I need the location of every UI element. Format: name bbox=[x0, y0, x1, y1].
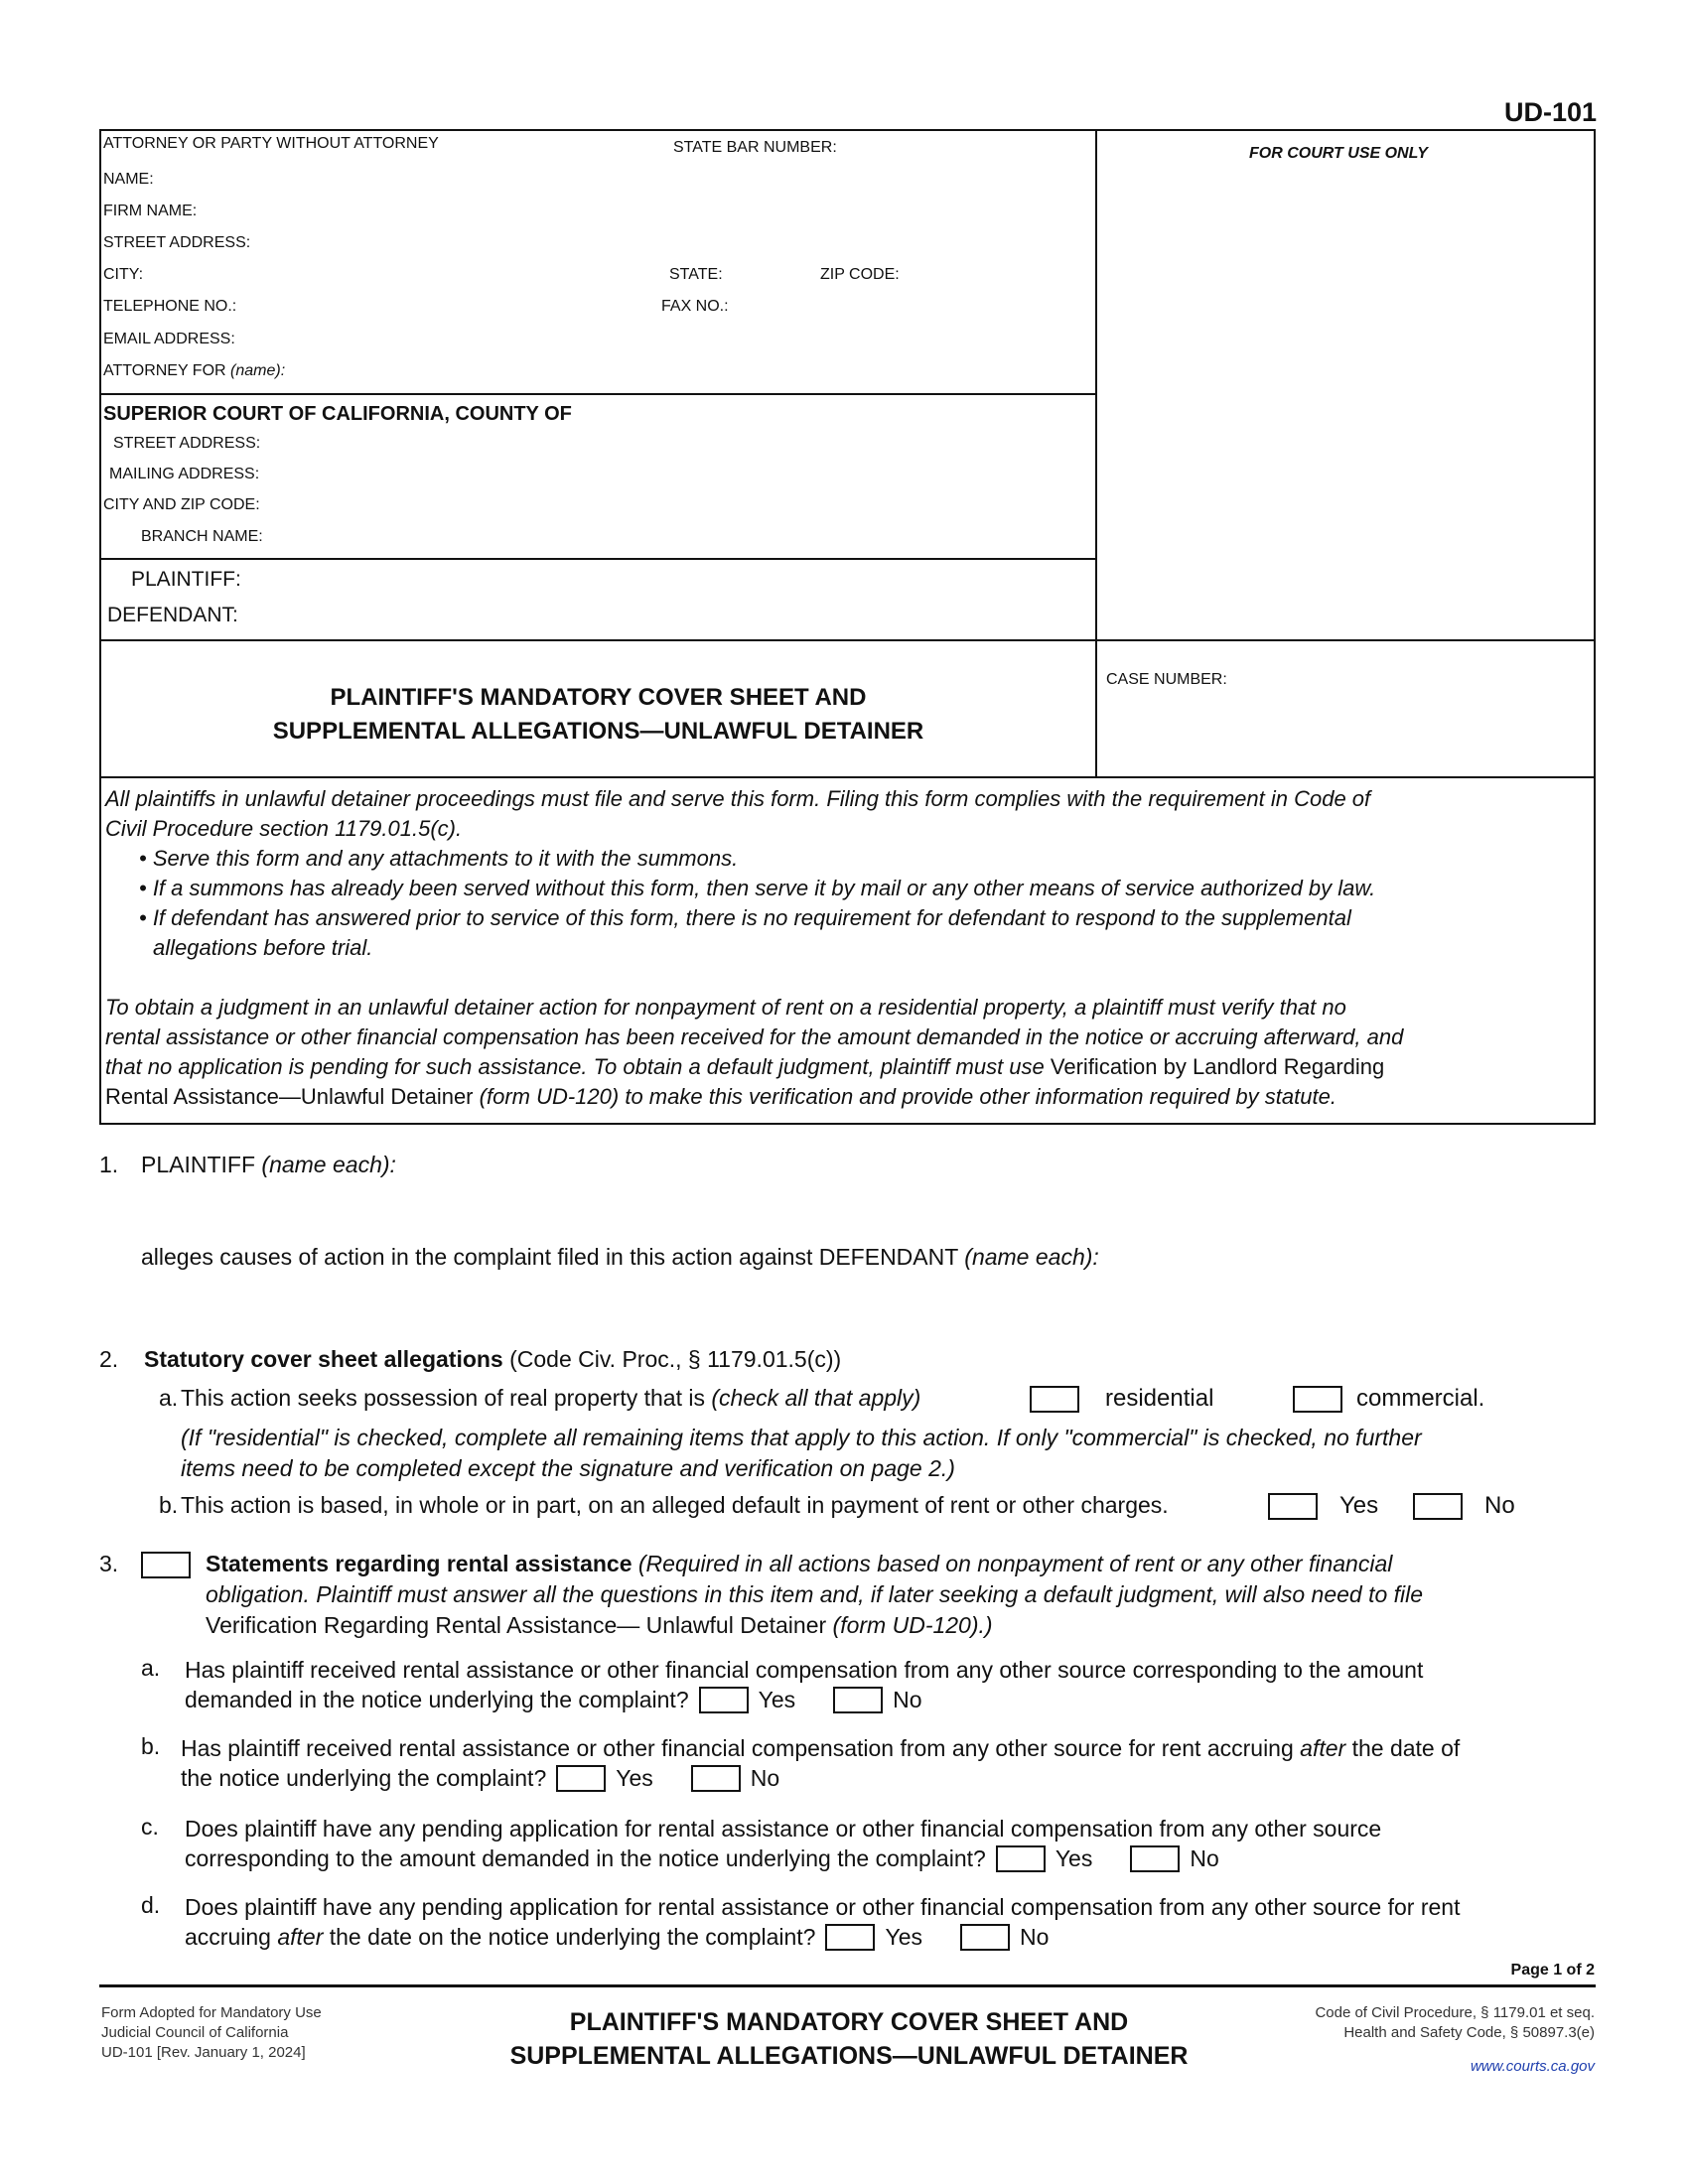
item3c-no-checkbox[interactable] bbox=[1130, 1845, 1180, 1872]
item3-intro-line3 bbox=[206, 1610, 1423, 1641]
telephone-label: TELEPHONE NO.: bbox=[103, 298, 237, 315]
item3d-yes-label: Yes bbox=[885, 1924, 923, 1950]
item3d-line1: Does plaintiff have any pending application for rental assistance or other financial compensation from any other source for rent bbox=[185, 1894, 1461, 1920]
item3c-text bbox=[185, 1814, 1381, 1873]
item2a-instr-line2: items need to be completed except the signature and verification on page 2.) bbox=[181, 1455, 955, 1481]
state-label: STATE: bbox=[669, 266, 723, 283]
item3b-no-checkbox[interactable] bbox=[691, 1765, 741, 1792]
instructions-p2-line3b: Verification by Landlord Regarding bbox=[1050, 1054, 1385, 1079]
item3b-line1 bbox=[181, 1733, 1460, 1763]
court-use-label: FOR COURT USE ONLY bbox=[1249, 145, 1428, 162]
item3b-letter: b. bbox=[141, 1733, 161, 1759]
footer-adopted-line2: Judicial Council of California bbox=[101, 2024, 289, 2041]
item3b-yes-label: Yes bbox=[616, 1765, 653, 1791]
item3d-line2-text bbox=[185, 1922, 815, 1952]
case-number-box bbox=[1095, 639, 1596, 778]
item2a-letter: a. bbox=[159, 1385, 179, 1411]
item3a-line1: Has plaintiff received rental assistance or other financial compensation from any other source corresponding to the amount bbox=[185, 1657, 1424, 1683]
item1-number: 1. bbox=[99, 1152, 119, 1177]
footer-website-link[interactable]: www.courts.ca.gov bbox=[1470, 2058, 1595, 2075]
item3c-no-label: No bbox=[1190, 1845, 1219, 1871]
instructions-p2-line3a: that no application is pending for such assistance. To obtain a default judgment, plaintiff must use bbox=[105, 1054, 1045, 1079]
zip-label: ZIP CODE: bbox=[820, 266, 900, 283]
instructions-p2-line3 bbox=[105, 1052, 1403, 1082]
court-branch-label: BRANCH NAME: bbox=[141, 528, 263, 545]
item3c-line2 bbox=[185, 1843, 1381, 1873]
item3-intro3a: Verification Regarding Rental Assistance— Unlawful Detainer bbox=[206, 1612, 827, 1638]
item3b-line1c: the date of bbox=[1351, 1735, 1461, 1761]
residential-label: residential bbox=[1105, 1385, 1214, 1412]
fax-label: FAX NO.: bbox=[661, 298, 729, 315]
item2b-no-label: No bbox=[1484, 1492, 1515, 1519]
form-title-line2: SUPPLEMENTAL ALLEGATIONS—UNLAWFUL DETAINER bbox=[272, 718, 924, 745]
city-label: CITY: bbox=[103, 266, 144, 283]
court-street-label: STREET ADDRESS: bbox=[113, 435, 261, 452]
item1-plaintiff: PLAINTIFF bbox=[141, 1152, 256, 1177]
item2-title: Statutory cover sheet allegations bbox=[144, 1346, 503, 1372]
item3d-yes-checkbox[interactable] bbox=[825, 1924, 875, 1951]
footer-code2: Health and Safety Code, § 50897.3(e) bbox=[1343, 2024, 1595, 2041]
item2b-yes-checkbox[interactable] bbox=[1268, 1493, 1318, 1520]
street-label: STREET ADDRESS: bbox=[103, 234, 251, 251]
form-title-line1: PLAINTIFF'S MANDATORY COVER SHEET AND bbox=[330, 684, 867, 711]
item3a-line2-text: demanded in the notice underlying the complaint? bbox=[185, 1687, 689, 1712]
item3d-line2b: after bbox=[277, 1924, 324, 1950]
item3b-line2 bbox=[181, 1763, 1460, 1793]
instructions-p2-line4 bbox=[105, 1082, 1403, 1112]
item3b-line1b: after bbox=[1300, 1735, 1346, 1761]
court-mailing-label: MAILING ADDRESS: bbox=[109, 466, 260, 482]
item3d-no-label: No bbox=[1020, 1924, 1050, 1950]
item3d-no-checkbox[interactable] bbox=[960, 1924, 1010, 1951]
footer-code1: Code of Civil Procedure, § 1179.01 et seq. bbox=[1315, 2004, 1595, 2021]
footer-adopted bbox=[101, 2003, 322, 2063]
item2a-commercial[interactable] bbox=[1293, 1385, 1484, 1413]
footer-rule bbox=[99, 1984, 1596, 1987]
item3-checkbox[interactable] bbox=[141, 1552, 191, 1578]
name-label: NAME: bbox=[103, 171, 154, 188]
item2-cite: (Code Civ. Proc., § 1179.01.5(c)) bbox=[509, 1346, 842, 1372]
item2a-instructions bbox=[181, 1423, 1422, 1484]
instructions-p1-line1: All plaintiffs in unlawful detainer proceedings must file and serve this form. Filing this form complies with the requirement in Code of bbox=[105, 786, 1371, 811]
plaintiff-label: PLAINTIFF: bbox=[131, 568, 241, 591]
instructions-bullet2: • If a summons has already been served without this form, then serve it by mail or any other means of service authorized by law. bbox=[139, 876, 1376, 900]
item3-intro bbox=[206, 1549, 1423, 1641]
attorney-box bbox=[99, 129, 1097, 395]
item2a-instr-line1: (If "residential" is checked, complete all remaining items that apply to this action. If only "commercial" is checked, no further bbox=[181, 1425, 1422, 1450]
footer-adopted-line3: UD-101 [Rev. January 1, 2024] bbox=[101, 2044, 306, 2061]
item3b-line1a: Has plaintiff received rental assistance or other financial compensation from any other source for rent accruing bbox=[181, 1735, 1294, 1761]
item1-alleges-note: (name each): bbox=[964, 1244, 1099, 1270]
item3-intro3b: (form UD-120).) bbox=[832, 1612, 993, 1638]
case-number-label: CASE NUMBER: bbox=[1106, 671, 1227, 688]
commercial-checkbox[interactable] bbox=[1293, 1386, 1342, 1413]
footer-title bbox=[437, 2005, 1261, 2073]
instructions-p1-line2: Civil Procedure section 1179.01.5(c). bbox=[105, 816, 463, 841]
item2b-letter: b. bbox=[159, 1492, 179, 1518]
court-city-zip-label: CITY AND ZIP CODE: bbox=[103, 496, 260, 513]
residential-checkbox[interactable] bbox=[1030, 1386, 1079, 1413]
item3c-line2-text: corresponding to the amount demanded in the notice underlying the complaint? bbox=[185, 1845, 986, 1871]
instructions-bullet3-line2: allegations before trial. bbox=[153, 935, 373, 960]
footer-codes bbox=[1315, 2003, 1595, 2077]
instructions-text bbox=[105, 784, 1403, 1112]
item2a-note: (check all that apply) bbox=[711, 1385, 921, 1411]
firm-label: FIRM NAME: bbox=[103, 203, 198, 219]
item2a-question: This action seeks possession of real property that is bbox=[181, 1385, 705, 1411]
item3-intro1: (Required in all actions based on nonpayment of rent or any other financial bbox=[637, 1551, 1393, 1576]
instructions-p2-line2: rental assistance or other financial compensation has been received for the amount demanded in the notice or accruing afterward, and bbox=[105, 1024, 1404, 1049]
item3a-yes-label: Yes bbox=[758, 1687, 796, 1712]
court-use-box bbox=[1095, 129, 1596, 641]
item3d-line2c: the date on the notice underlying the complaint? bbox=[329, 1924, 816, 1950]
item3c-letter: c. bbox=[141, 1814, 159, 1840]
footer-title-line1: PLAINTIFF'S MANDATORY COVER SHEET AND bbox=[569, 2008, 1129, 2036]
item3-intro-line2: obligation. Plaintiff must answer all the questions in this item and, if later seeking a default judgment, will also need to file bbox=[206, 1581, 1424, 1607]
item2a-residential[interactable] bbox=[1030, 1385, 1213, 1413]
item1-alleges-text: alleges causes of action in the complaint filed in this action against DEFENDANT bbox=[141, 1244, 958, 1270]
instructions-bullet1: • Serve this form and any attachments to it with the summons. bbox=[139, 846, 739, 871]
footer-adopted-line1: Form Adopted for Mandatory Use bbox=[101, 2004, 322, 2021]
item3-intro-line1 bbox=[206, 1549, 1423, 1579]
item3a-no-checkbox[interactable] bbox=[833, 1687, 883, 1713]
instructions-p2-line1: To obtain a judgment in an unlawful detainer action for nonpayment of rent on a residential property, a plaintiff must verify that no bbox=[105, 995, 1346, 1020]
item3d-text bbox=[185, 1892, 1460, 1952]
page-number: Page 1 of 2 bbox=[1510, 1962, 1595, 1979]
item1-alleges bbox=[141, 1244, 1099, 1271]
attorney-for-note: (name): bbox=[230, 362, 286, 379]
instructions-p2-line4a: Rental Assistance—Unlawful Detainer bbox=[105, 1084, 474, 1109]
item1-label bbox=[141, 1152, 396, 1178]
form-title bbox=[99, 681, 1097, 749]
attorney-header: ATTORNEY OR PARTY WITHOUT ATTORNEY bbox=[103, 135, 439, 152]
item3a-letter: a. bbox=[141, 1655, 161, 1681]
state-bar-label: STATE BAR NUMBER: bbox=[673, 139, 837, 156]
court-title: SUPERIOR COURT OF CALIFORNIA, COUNTY OF bbox=[103, 403, 572, 425]
item3a-no-label: No bbox=[893, 1687, 922, 1712]
parties-box bbox=[99, 558, 1097, 641]
item3c-line1: Does plaintiff have any pending application for rental assistance or other financial compensation from any other source bbox=[185, 1816, 1382, 1842]
item2-number: 2. bbox=[99, 1346, 119, 1372]
item3c-yes-checkbox[interactable] bbox=[996, 1845, 1046, 1872]
item3d-line2a: accruing bbox=[185, 1924, 271, 1950]
item2a-text bbox=[181, 1385, 920, 1412]
item2-heading bbox=[144, 1346, 841, 1373]
item2b-no[interactable] bbox=[1413, 1492, 1515, 1520]
item3b-no-label: No bbox=[750, 1765, 780, 1791]
item2b-yes-label: Yes bbox=[1339, 1492, 1379, 1519]
item3a-yes-checkbox[interactable] bbox=[699, 1687, 749, 1713]
item2b-yes[interactable] bbox=[1268, 1492, 1378, 1520]
item3a-line2 bbox=[185, 1685, 1423, 1714]
item1-note: (name each): bbox=[261, 1152, 396, 1177]
item3b-text bbox=[181, 1733, 1460, 1793]
item3a-text bbox=[185, 1655, 1423, 1714]
email-label: EMAIL ADDRESS: bbox=[103, 331, 235, 347]
form-id: UD-101 bbox=[1503, 97, 1597, 127]
item3b-line2-text: the notice underlying the complaint? bbox=[181, 1765, 547, 1791]
item3c-yes-label: Yes bbox=[1055, 1845, 1093, 1871]
instructions-bullet3-line1: • If defendant has answered prior to service of this form, there is no requirement for defendant to respond to the supplemental bbox=[139, 905, 1351, 930]
attorney-for-text: ATTORNEY FOR bbox=[103, 362, 226, 379]
item3-title: Statements regarding rental assistance bbox=[206, 1551, 633, 1576]
commercial-label: commercial. bbox=[1356, 1385, 1485, 1412]
item3d-letter: d. bbox=[141, 1892, 161, 1918]
item2b-no-checkbox[interactable] bbox=[1413, 1493, 1463, 1520]
footer-title-line2: SUPPLEMENTAL ALLEGATIONS—UNLAWFUL DETAINER bbox=[509, 2042, 1189, 2070]
defendant-label: DEFENDANT: bbox=[107, 604, 238, 626]
instructions-p2-line4b: (form UD-120) to make this verification and provide other information required by statute. bbox=[479, 1084, 1336, 1109]
attorney-for-label bbox=[103, 362, 285, 380]
item3-number: 3. bbox=[99, 1551, 119, 1576]
item2b-text: This action is based, in whole or in part, on an alleged default in payment of rent or other charges. bbox=[181, 1492, 1169, 1518]
item3b-yes-checkbox[interactable] bbox=[556, 1765, 606, 1792]
item3d-line2 bbox=[185, 1922, 1460, 1952]
